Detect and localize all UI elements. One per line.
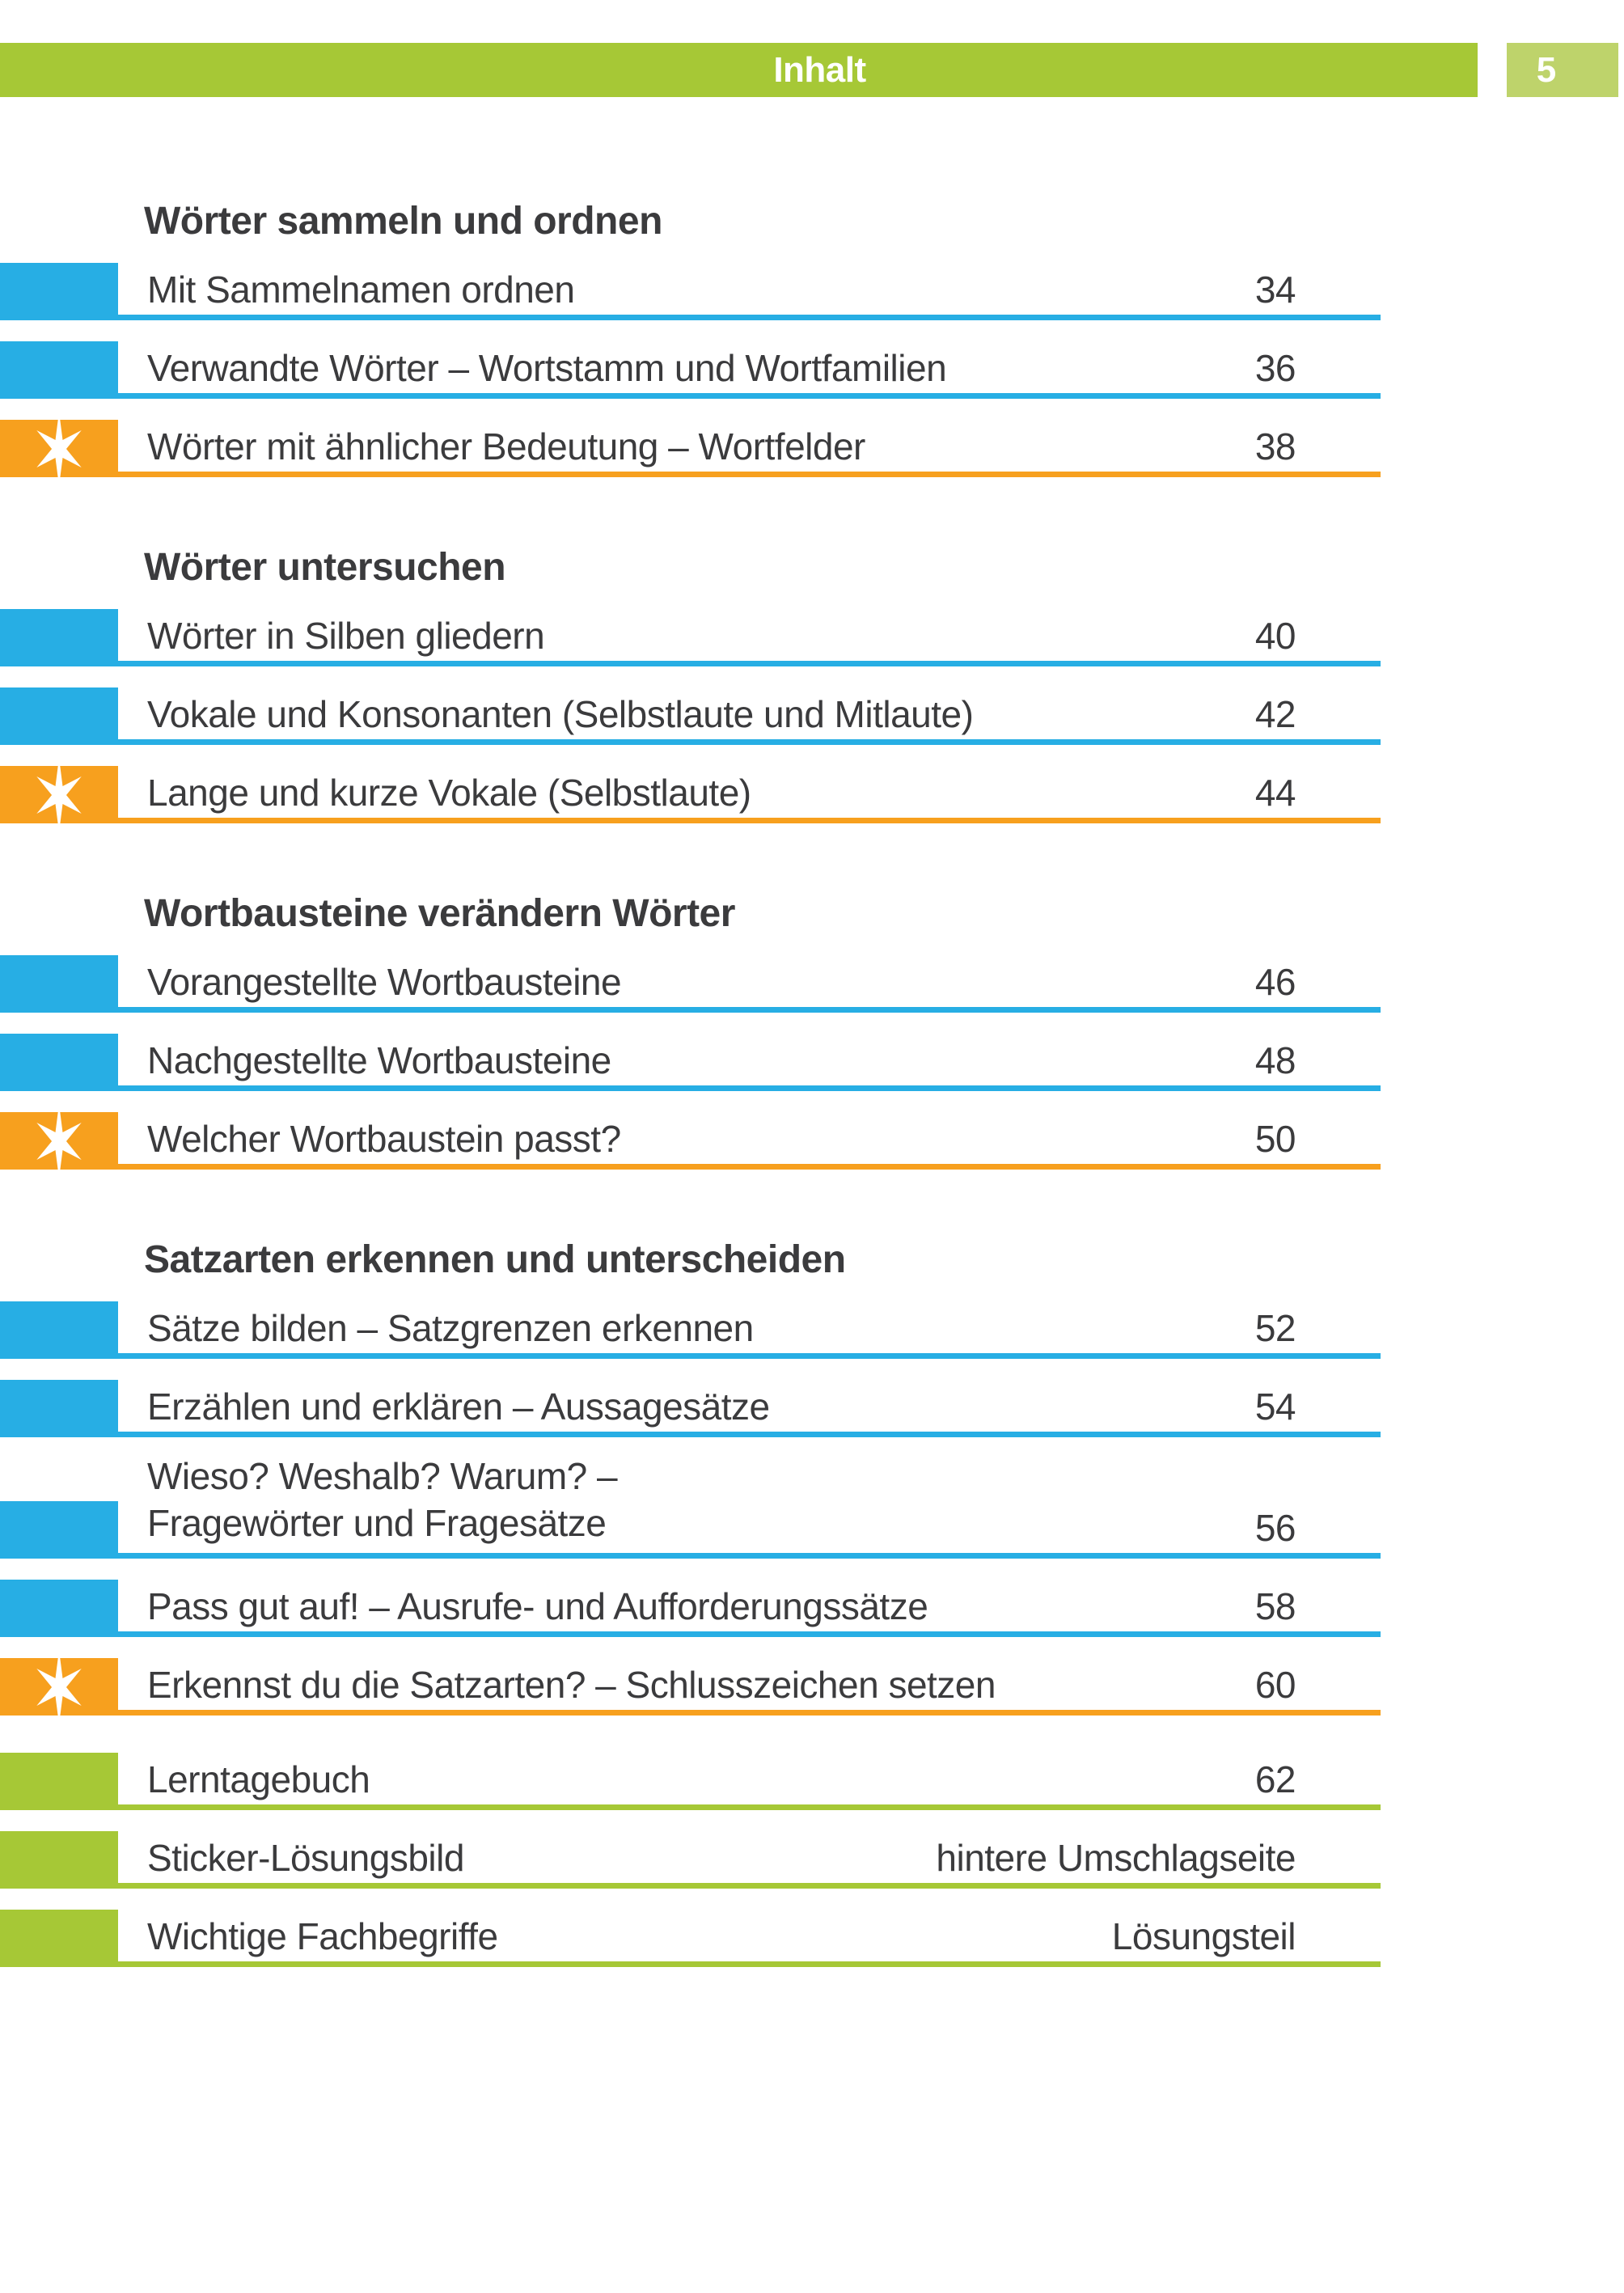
- star-icon: [33, 758, 85, 832]
- toc-row: [0, 341, 1381, 399]
- toc-row: [0, 1034, 1381, 1091]
- row-label: Wörter in Silben gliedern: [147, 615, 545, 657]
- row-tab: [0, 1380, 118, 1437]
- row-label: Pass gut auf! – Ausrufe- und Aufforderungssätze: [147, 1585, 928, 1627]
- toc-row: [0, 1380, 1381, 1437]
- row-tab: [0, 1580, 118, 1637]
- row-page-number: 44: [1254, 772, 1296, 814]
- toc-row: [0, 1831, 1381, 1889]
- row-page-text: hintere Umschlagseite: [936, 1837, 1296, 1879]
- row-tab: [0, 609, 118, 666]
- toc-row: [0, 1753, 1381, 1810]
- row-page-number: 58: [1254, 1585, 1296, 1627]
- row-page-number: 50: [1254, 1118, 1296, 1160]
- toc-row: [0, 687, 1381, 745]
- row-page-number: 62: [1254, 1758, 1296, 1800]
- toc-row: [0, 955, 1381, 1013]
- row-page-text: Lösungsteil: [1111, 1915, 1296, 1957]
- row-label: Nachgestellte Wortbausteine: [147, 1039, 611, 1081]
- row-page-number: 48: [1254, 1039, 1296, 1081]
- row-tab: [0, 420, 118, 477]
- row-page-number: 54: [1254, 1386, 1296, 1428]
- row-label: Sätze bilden – Satzgrenzen erkennen: [147, 1307, 754, 1349]
- row-tab: [0, 1112, 118, 1170]
- row-tab: [0, 1034, 118, 1091]
- page-number-badge: 5: [1507, 43, 1618, 97]
- toc-row: [0, 766, 1381, 823]
- row-label: Welcher Wortbaustein passt?: [147, 1118, 621, 1160]
- row-tab: [0, 1301, 118, 1359]
- row-tab: [0, 955, 118, 1013]
- star-icon: [33, 1650, 85, 1724]
- section-heading: Satzarten erkennen und unterscheiden: [144, 1238, 846, 1281]
- row-label: Erzählen und erklären – Aussagesätze: [147, 1386, 770, 1428]
- row-tab: [0, 1910, 118, 1967]
- row-label: Erkennst du die Satzarten? – Schlusszeichen setzen: [147, 1664, 996, 1706]
- toc-row: [0, 609, 1381, 666]
- toc-row: [0, 1301, 1381, 1359]
- toc-row: [0, 1580, 1381, 1637]
- toc-row: [0, 1455, 1381, 1559]
- toc-row: [0, 263, 1381, 320]
- row-page-number: 38: [1254, 425, 1296, 467]
- toc-row: [0, 1658, 1381, 1716]
- section-heading: Wörter untersuchen: [144, 546, 506, 589]
- row-page-number: 60: [1254, 1664, 1296, 1706]
- row-tab: [0, 341, 118, 399]
- row-label: Lerntagebuch: [147, 1758, 370, 1800]
- star-icon: [33, 412, 85, 486]
- row-tab: [0, 766, 118, 823]
- page-title: Inhalt: [773, 50, 866, 90]
- row-page-number: 42: [1254, 693, 1296, 735]
- section-heading: Wörter sammeln und ordnen: [144, 200, 662, 243]
- row-tab: [0, 263, 118, 320]
- row-label: Sticker-Lösungsbild: [147, 1837, 464, 1879]
- toc-section-appendix: [0, 1753, 1624, 1967]
- row-page-number: 36: [1254, 347, 1296, 389]
- toc-section: [0, 199, 1624, 477]
- toc-section: [0, 545, 1624, 823]
- row-label: Vokale und Konsonanten (Selbstlaute und Mitlaute): [147, 693, 974, 735]
- row-page-number: 52: [1254, 1307, 1296, 1349]
- toc-section: [0, 891, 1624, 1170]
- row-tab: [0, 1753, 118, 1810]
- row-label: [147, 1453, 617, 1546]
- star-icon: [33, 1104, 85, 1178]
- row-label: Wichtige Fachbegriffe: [147, 1915, 498, 1957]
- row-page-number: 34: [1254, 269, 1296, 311]
- row-label-line-2: Fragewörter und Fragesätze: [147, 1502, 607, 1544]
- row-tab: [0, 1501, 118, 1559]
- row-label: Lange und kurze Vokale (Selbstlaute): [147, 772, 751, 814]
- row-label: Verwandte Wörter – Wortstamm und Wortfamilien: [147, 347, 947, 389]
- row-page-number: 56: [1254, 1507, 1296, 1549]
- row-tab: [0, 687, 118, 745]
- row-page-number: 46: [1254, 961, 1296, 1003]
- row-page-number: 40: [1254, 615, 1296, 657]
- row-label: Vorangestellte Wortbausteine: [147, 961, 622, 1003]
- row-tab: [0, 1831, 118, 1889]
- toc-row: [0, 1112, 1381, 1170]
- row-label: Mit Sammelnamen ordnen: [147, 269, 575, 311]
- row-tab: [0, 1658, 118, 1716]
- row-label-line-1: Wieso? Weshalb? Warum? –: [147, 1455, 618, 1497]
- row-label: Wörter mit ähnlicher Bedeutung – Wortfelder: [147, 425, 865, 467]
- toc-row: [0, 420, 1381, 477]
- toc-row: [0, 1910, 1381, 1967]
- section-heading: Wortbausteine verändern Wörter: [144, 892, 735, 935]
- toc-section: [0, 1237, 1624, 1716]
